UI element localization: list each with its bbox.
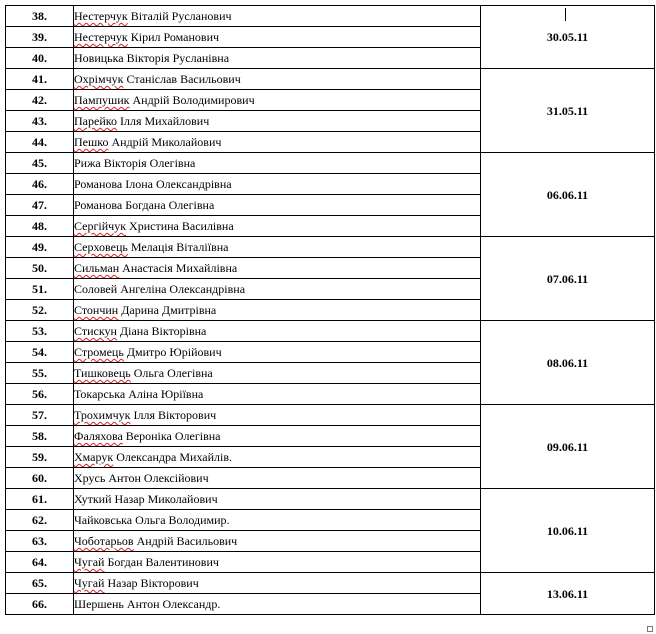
- student-name-cell: [74, 132, 481, 153]
- student-given-names: Анастасія Михайлівна: [119, 261, 238, 275]
- student-given-names: Ілона Олександрівна: [122, 177, 232, 191]
- row-number: 45.: [6, 153, 74, 174]
- student-surname: Нестерчук: [74, 30, 128, 44]
- row-number: 38.: [6, 6, 74, 27]
- table-row: [6, 153, 655, 174]
- student-surname: Токарська: [74, 387, 126, 401]
- student-surname: Чоботарьов: [74, 534, 134, 548]
- row-number: 48.: [6, 216, 74, 237]
- student-surname: Чайковська: [74, 513, 133, 527]
- row-number: 49.: [6, 237, 74, 258]
- student-name-cell: [74, 195, 481, 216]
- student-surname: Романова: [74, 177, 123, 191]
- row-number: 51.: [6, 279, 74, 300]
- student-name-cell: [74, 594, 481, 615]
- student-given-names: Вікторія Русланівна: [123, 51, 230, 65]
- student-surname: Хрусь: [74, 471, 106, 485]
- student-surname: Новицька: [74, 51, 124, 65]
- student-name-cell: [74, 342, 481, 363]
- student-name-cell: [74, 468, 481, 489]
- student-given-names: Діана Вікторівна: [116, 324, 207, 338]
- student-surname: Чугай: [74, 555, 105, 569]
- table-row: [6, 69, 655, 90]
- student-name-cell: [74, 405, 481, 426]
- row-number: 54.: [6, 342, 74, 363]
- row-number: 62.: [6, 510, 74, 531]
- row-number: 63.: [6, 531, 74, 552]
- student-name-cell: [74, 552, 481, 573]
- student-surname: Пампушик: [74, 93, 130, 107]
- text-cursor-mark: [565, 8, 566, 21]
- table-row: [6, 6, 655, 27]
- student-given-names: Олександра Михайлів.: [113, 450, 233, 464]
- student-given-names: Вероніка Олегівна: [122, 429, 221, 443]
- row-number: 66.: [6, 594, 74, 615]
- row-number: 55.: [6, 363, 74, 384]
- student-name-cell: [74, 363, 481, 384]
- student-name-cell: [74, 300, 481, 321]
- student-given-names: Христина Василівна: [126, 219, 234, 233]
- student-name-cell: [74, 321, 481, 342]
- student-surname: Шершень: [74, 597, 124, 611]
- session-date: 13.06.11: [481, 573, 655, 615]
- student-given-names: Ольга Володимир.: [132, 513, 230, 527]
- student-name-cell: [74, 384, 481, 405]
- student-name-cell: [74, 447, 481, 468]
- schedule-table: [5, 5, 655, 615]
- table-row: [6, 405, 655, 426]
- student-name-cell: [74, 111, 481, 132]
- student-surname: Хмарук: [74, 450, 114, 464]
- student-given-names: Назар Миколайович: [111, 492, 218, 506]
- student-surname: Стромець: [74, 345, 124, 359]
- table-row: [6, 237, 655, 258]
- student-surname: Стончин: [74, 303, 119, 317]
- student-name-cell: [74, 510, 481, 531]
- session-date: 09.06.11: [481, 405, 655, 489]
- row-number: 50.: [6, 258, 74, 279]
- student-surname: Романова: [74, 198, 123, 212]
- student-name-cell: [74, 237, 481, 258]
- student-given-names: Богдан Валентинович: [104, 555, 219, 569]
- resize-corner-icon: [647, 626, 653, 632]
- student-surname: Стискун: [74, 324, 117, 338]
- student-name-cell: [74, 426, 481, 447]
- student-surname: Чугай: [74, 576, 105, 590]
- student-surname: Пешко: [74, 135, 109, 149]
- row-number: 58.: [6, 426, 74, 447]
- row-number: 39.: [6, 27, 74, 48]
- row-number: 52.: [6, 300, 74, 321]
- table-row: [6, 573, 655, 594]
- row-number: 57.: [6, 405, 74, 426]
- session-date: 30.05.11: [481, 6, 655, 69]
- student-surname: Фаляхова: [74, 429, 123, 443]
- student-name-cell: [74, 153, 481, 174]
- student-surname: Хуткий: [74, 492, 112, 506]
- row-number: 53.: [6, 321, 74, 342]
- student-name-cell: [74, 90, 481, 111]
- student-given-names: Ангеліна Олександрівна: [117, 282, 246, 296]
- student-surname: Трохимчук: [74, 408, 131, 422]
- row-number: 46.: [6, 174, 74, 195]
- session-date: 10.06.11: [481, 489, 655, 573]
- row-number: 61.: [6, 489, 74, 510]
- student-given-names: Кірил Романович: [127, 30, 220, 44]
- session-date: 06.06.11: [481, 153, 655, 237]
- schedule-table-body: [6, 6, 655, 615]
- row-number: 41.: [6, 69, 74, 90]
- table-row: [6, 489, 655, 510]
- row-number: 65.: [6, 573, 74, 594]
- row-number: 42.: [6, 90, 74, 111]
- row-number: 60.: [6, 468, 74, 489]
- student-surname: Сильман: [74, 261, 120, 275]
- student-given-names: Ілля Вікторович: [130, 408, 217, 422]
- student-given-names: Вікторія Олегівна: [100, 156, 196, 170]
- student-given-names: Дмитро Юрійович: [123, 345, 222, 359]
- session-date: 08.06.11: [481, 321, 655, 405]
- student-name-cell: [74, 216, 481, 237]
- student-name-cell: [74, 6, 481, 27]
- student-name-cell: [74, 27, 481, 48]
- student-given-names: Антон Олексійович: [105, 471, 209, 485]
- student-given-names: Антон Олександр.: [123, 597, 221, 611]
- student-surname: Сергійчук: [74, 219, 127, 233]
- student-given-names: Дарина Дмитрівна: [118, 303, 217, 317]
- student-surname: Рижа: [74, 156, 101, 170]
- student-surname: Соловей: [74, 282, 118, 296]
- session-date: 07.06.11: [481, 237, 655, 321]
- row-number: 40.: [6, 48, 74, 69]
- student-name-cell: [74, 174, 481, 195]
- row-number: 59.: [6, 447, 74, 468]
- student-given-names: Станіслав Васильович: [123, 72, 241, 86]
- student-given-names: Ілля Михайлович: [116, 114, 210, 128]
- student-given-names: Віталій Русланович: [127, 9, 232, 23]
- student-given-names: Мелація Віталіївна: [127, 240, 229, 254]
- student-given-names: Андрій Миколайович: [108, 135, 222, 149]
- row-number: 47.: [6, 195, 74, 216]
- student-given-names: Богдана Олегівна: [122, 198, 215, 212]
- row-number: 64.: [6, 552, 74, 573]
- student-given-names: Ольга Олегівна: [130, 366, 213, 380]
- row-number: 43.: [6, 111, 74, 132]
- row-number: 56.: [6, 384, 74, 405]
- student-given-names: Назар Вікторович: [104, 576, 199, 590]
- student-given-names: Аліна Юріївна: [125, 387, 204, 401]
- student-given-names: Андрій Володимирович: [129, 93, 255, 107]
- student-given-names: Андрій Васильович: [133, 534, 238, 548]
- student-name-cell: [74, 573, 481, 594]
- student-name-cell: [74, 48, 481, 69]
- student-surname: Серховець: [74, 240, 128, 254]
- student-surname: Тишковець: [74, 366, 131, 380]
- row-number: 44.: [6, 132, 74, 153]
- student-name-cell: [74, 531, 481, 552]
- student-name-cell: [74, 69, 481, 90]
- student-surname: Нестерчук: [74, 9, 128, 23]
- table-row: [6, 321, 655, 342]
- student-surname: Охрімчук: [74, 72, 124, 86]
- student-name-cell: [74, 279, 481, 300]
- student-name-cell: [74, 489, 481, 510]
- student-surname: Парейко: [74, 114, 117, 128]
- student-name-cell: [74, 258, 481, 279]
- session-date: 31.05.11: [481, 69, 655, 153]
